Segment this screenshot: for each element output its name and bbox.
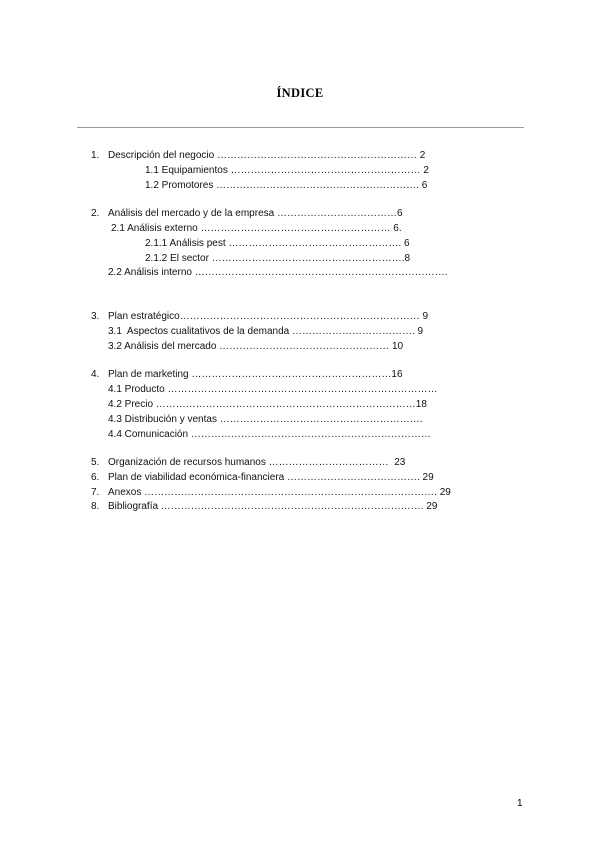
toc-entry [108, 384, 437, 396]
toc-entry [111, 223, 402, 235]
toc-text: 1.2 Promotores ……………………………………………………. 6 [145, 180, 428, 191]
toc-entry [91, 208, 403, 220]
toc-text: Anexos ……………………………………………………………………………. 29 [108, 487, 451, 498]
toc-entry [91, 369, 403, 381]
toc-text: 4.2 Precio ……………………………………………………………………18 [108, 399, 427, 410]
toc-number: 7. [91, 487, 100, 498]
toc-entry [108, 326, 423, 338]
toc-text: 2.1.1 Análisis pest ……………………………………………. 6 [145, 238, 410, 249]
toc-text: Plan estratégico……………………………………………………………… 9 [108, 311, 429, 322]
toc-entry [145, 180, 427, 192]
toc-entry [91, 150, 425, 162]
toc-entry [91, 311, 428, 323]
toc-number: 3. [91, 311, 100, 322]
toc-text: 2.1.2 El sector ………………………………………………….8 [145, 253, 411, 264]
page-title: ÍNDICE [276, 86, 324, 100]
toc-entry [108, 267, 448, 279]
toc-entry [91, 457, 405, 469]
toc-entry [145, 238, 410, 250]
toc-entry [145, 165, 429, 177]
toc-number: 8. [91, 501, 100, 512]
toc-text: Plan de marketing ……………………………………………………16 [108, 369, 403, 380]
toc-number: 6. [91, 472, 100, 483]
page-number: 1 [517, 798, 523, 809]
toc-number: 1. [91, 150, 100, 161]
toc-text: 2.1 Análisis externo ………………………………………………… 6. [111, 223, 402, 234]
toc-number: 4. [91, 369, 100, 380]
toc-entry [108, 414, 423, 426]
toc-text: 3.1 Aspectos cualitativos de la demanda ………………………………. 9 [108, 326, 424, 337]
toc-text: 4.1 Producto ……………………………………………………………………… [108, 384, 438, 395]
toc-entry [108, 429, 431, 441]
toc-text: Organización de recursos humanos ……………………………… 23 [108, 457, 406, 468]
toc-text: Bibliografía ……………………………………………………………………. 29 [108, 501, 438, 512]
toc-text: 1.1 Equipamientos ………………………………………………… 2 [145, 165, 429, 176]
toc-entry [145, 253, 410, 265]
toc-entry [91, 487, 451, 499]
toc-entry [108, 341, 403, 353]
toc-text: 4.4 Comunicación ……………………………………………………………… [108, 429, 431, 440]
toc-entry [91, 472, 434, 484]
toc-entry [91, 501, 438, 513]
toc-number: 2. [91, 208, 100, 219]
toc-text: Descripción del negocio …………………………………………………… 2 [108, 150, 426, 161]
toc-text: 4.3 Distribución y ventas ……………………………………………………. [108, 414, 423, 425]
title-divider [77, 127, 524, 128]
toc-text: Análisis del mercado y de la empresa ………………………………6 [108, 208, 403, 219]
toc-entry [108, 399, 427, 411]
toc-text: 2.2 Análisis interno …………………………………………………………………. [108, 267, 448, 278]
toc-number: 5. [91, 457, 100, 468]
toc-text: Plan de viabilidad económica-financiera …………………………………. 29 [108, 472, 434, 483]
toc-text: 3.2 Análisis del mercado …………………………………………… 10 [108, 341, 404, 352]
